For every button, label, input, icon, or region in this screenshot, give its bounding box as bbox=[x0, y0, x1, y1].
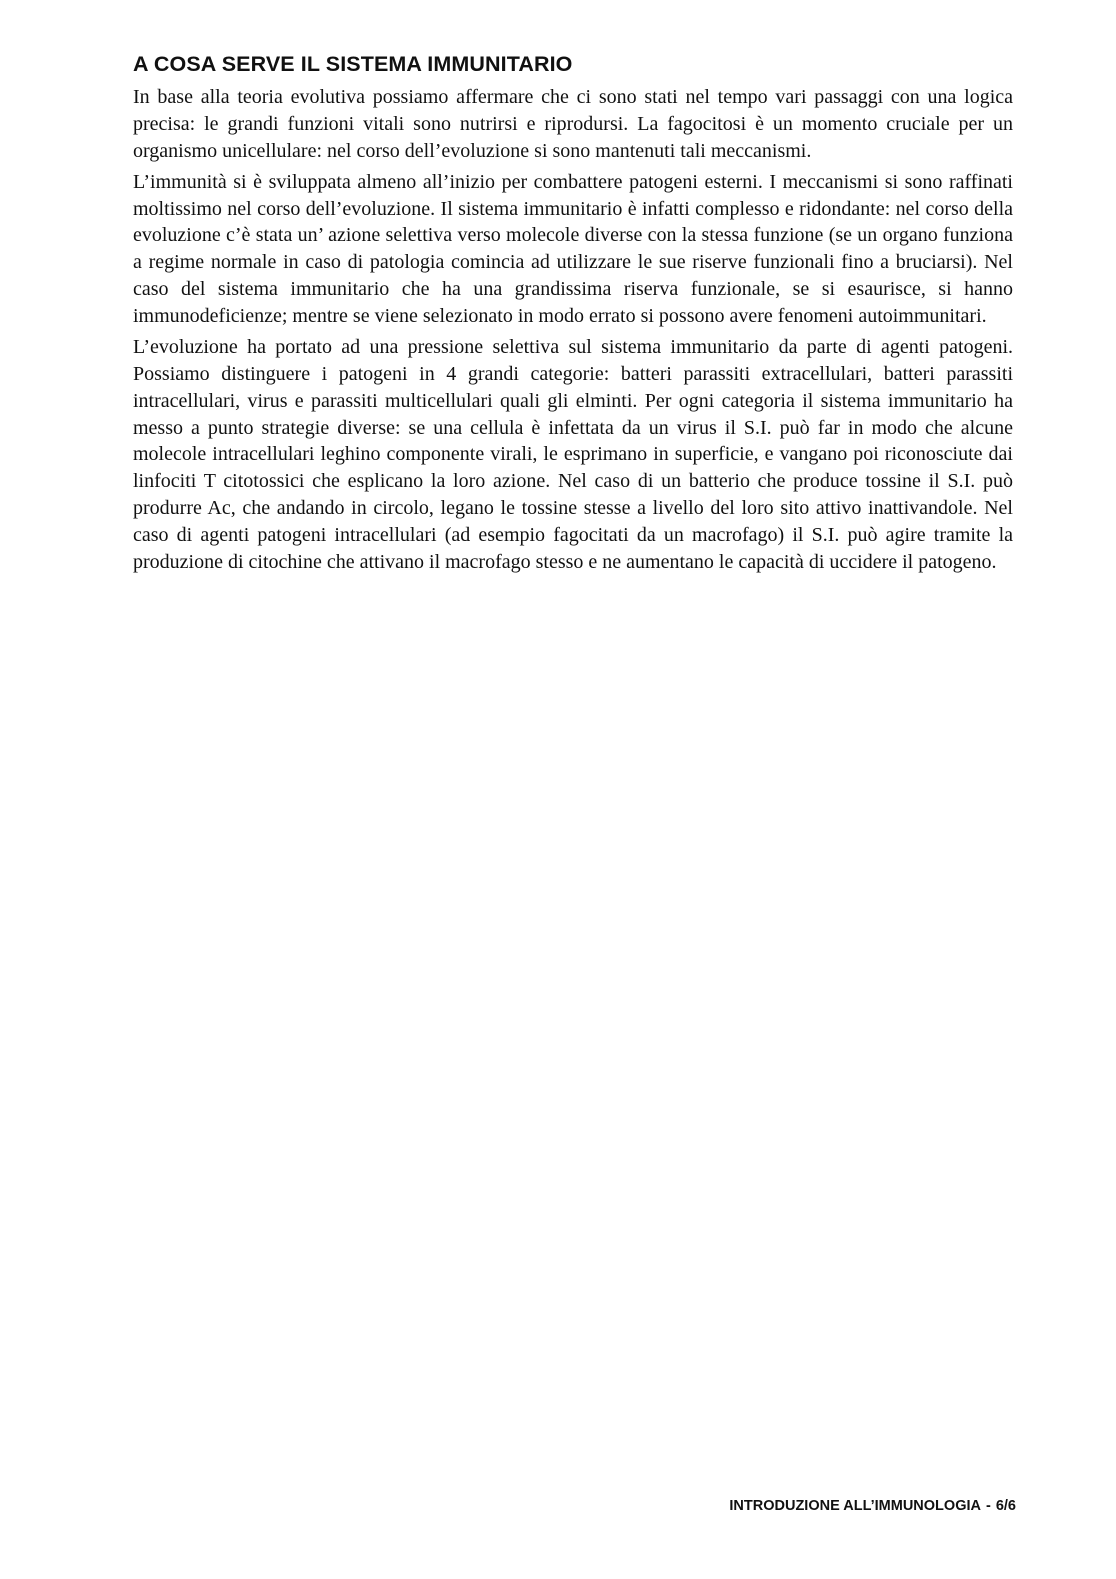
paragraph-3: L’evoluzione ha portato ad una pressione selettiva sul sistema immunitario da parte di agenti patogeni. Possiamo distinguere i patogeni in 4 grandi categorie: batteri parassiti extracellulari, batteri parassiti intracellulari, virus e parassiti multicellulari quali gli elminti. Per ogni categoria il sistema immunitario ha messo a punto strategie diverse: se una cellula è infettata da un virus il S.I. può far in modo che alcune molecole intracellulari leghino componente virali, le esprimano in superficie, e vangano poi riconosciute dai linfociti T citotossici che esplicano la loro azione. Nel caso di un batterio che produce tossine il S.I. può produrre Ac, che andando in circolo, legano le tossine stesse a livello del loro sito attivo inattivandole. Nel caso di agenti patogeni intracellulari (ad esempio fagocitati da un macrofago) il S.I. può agire tramite la produzione di citochine che attivano il macrofago stesso e ne aumentano le capacità di uccidere il patogeno. bbox=[133, 336, 1013, 573]
footer-title: INTRODUZIONE ALL’IMMUNOLOGIA bbox=[729, 1498, 981, 1514]
main-content bbox=[133, 50, 1013, 580]
paragraph-1: In base alla teoria evolutiva possiamo affermare che ci sono stati nel tempo vari passaggi con una logica precisa: le grandi funzioni vitali sono nutrirsi e riprodursi. La fagocitosi è un momento cruciale per un organismo unicellulare: nel corso dell’evoluzione si sono mantenuti tali meccanismi. bbox=[133, 86, 1013, 162]
paragraph-2: L’immunità si è sviluppata almeno all’inizio per combattere patogeni esterni. I meccanismi si sono raffinati moltissimo nel corso dell’evoluzione. Il sistema immunitario è infatti complesso e ridondante: nel corso della evoluzione c’è stata un’ azione selettiva verso molecole diverse con la stessa funzione (se un organo funziona a regime normale in caso di patologia comincia ad utilizzare le sue riserve funzionali fino a bruciarsi). Nel caso del sistema immunitario che ha una grandissima riserva funzionale, se si esaurisce, si hanno immunodeficienze; mentre se viene selezionato in modo errato si possono avere fenomeni autoimmunitari. bbox=[133, 170, 1013, 327]
footer-separator: - bbox=[985, 1498, 991, 1514]
page-number: 6/6 bbox=[995, 1498, 1016, 1514]
section-heading: A COSA SERVE IL SISTEMA IMMUNITARIO bbox=[133, 52, 573, 76]
page-footer bbox=[729, 1497, 1016, 1515]
